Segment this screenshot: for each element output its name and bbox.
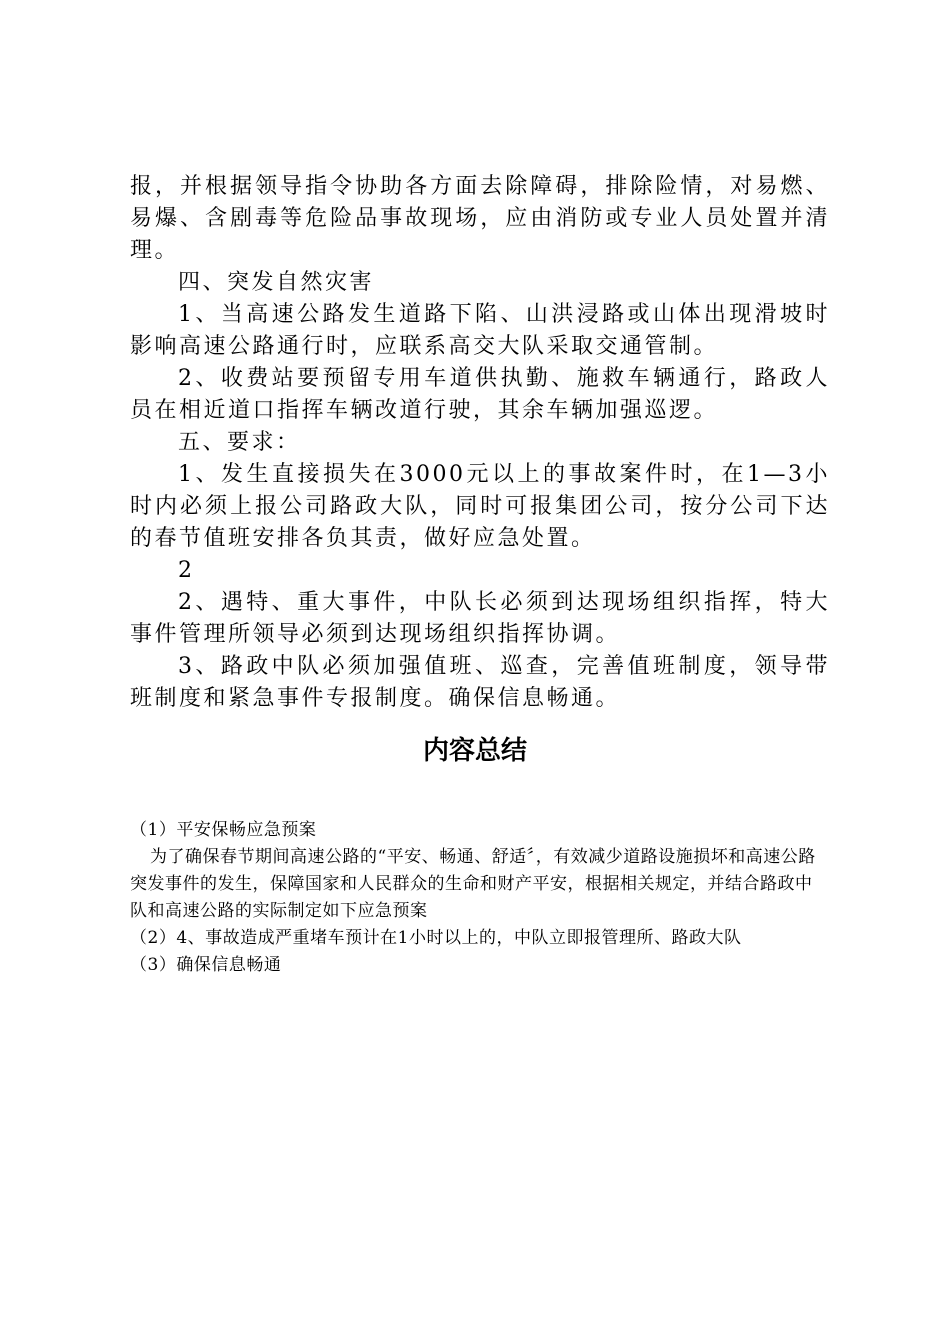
page-number-marker: 2 <box>178 558 195 583</box>
paragraph-item: 1、发生直接损失在3000元以上的事故案件时，在1—3小时内必须上报公司路政大队，同时可报集团公司，按分公司下达的春节值班安排各负其责，做好应急处置。 <box>130 462 830 551</box>
paragraph-item: 2、收费站要预留专用车道供执勤、施救车辆通行，路政人员在相近道口指挥车辆改道行驶，其余车辆加强巡逻。 <box>130 366 830 423</box>
summary-title: 内容总结 <box>422 736 527 766</box>
summary-body <box>130 817 820 979</box>
section-heading-requirements: 五、要求： <box>178 430 301 455</box>
document-body <box>130 171 830 715</box>
summary-line: （2）4、事故造成严重堵车预计在1小时以上的，中队立即报管理所、路政大队 <box>130 928 742 948</box>
section-heading-natural-disaster: 四、突发自然灾害 <box>178 270 375 295</box>
summary-line: 为了确保春节期间高速公路的“平安、畅通、舒适〞，有效减少道路设施损坏和高速公路突发事件的发生，保障国家和人民群众的生命和财产平安，根据相关规定，并结合路政中队和高速公路的实际制定如下应急预案 <box>130 847 816 921</box>
paragraph-item: 1、当高速公路发生道路下陷、山洪浸路或山体出现滑坡时影响高速公路通行时，应联系高交大队采取交通管制。 <box>130 302 830 359</box>
paragraph-continuation: 报，并根据领导指令协助各方面去除障碍，排除险情，对易燃、易爆、含剧毒等危险品事故现场，应由消防或专业人员处置并清理。 <box>130 174 830 263</box>
summary-line: （1）平安保畅应急预案 <box>130 820 317 840</box>
paragraph-item: 3、路政中队必须加强值班、巡查，完善值班制度，领导带班制度和紧急事件专报制度。确保信息畅通。 <box>130 654 830 711</box>
paragraph-item: 2、遇特、重大事件，中队长必须到达现场组织指挥，特大事件管理所领导必须到达现场组织指挥协调。 <box>130 590 830 647</box>
summary-line: （3）确保信息畅通 <box>130 955 282 975</box>
